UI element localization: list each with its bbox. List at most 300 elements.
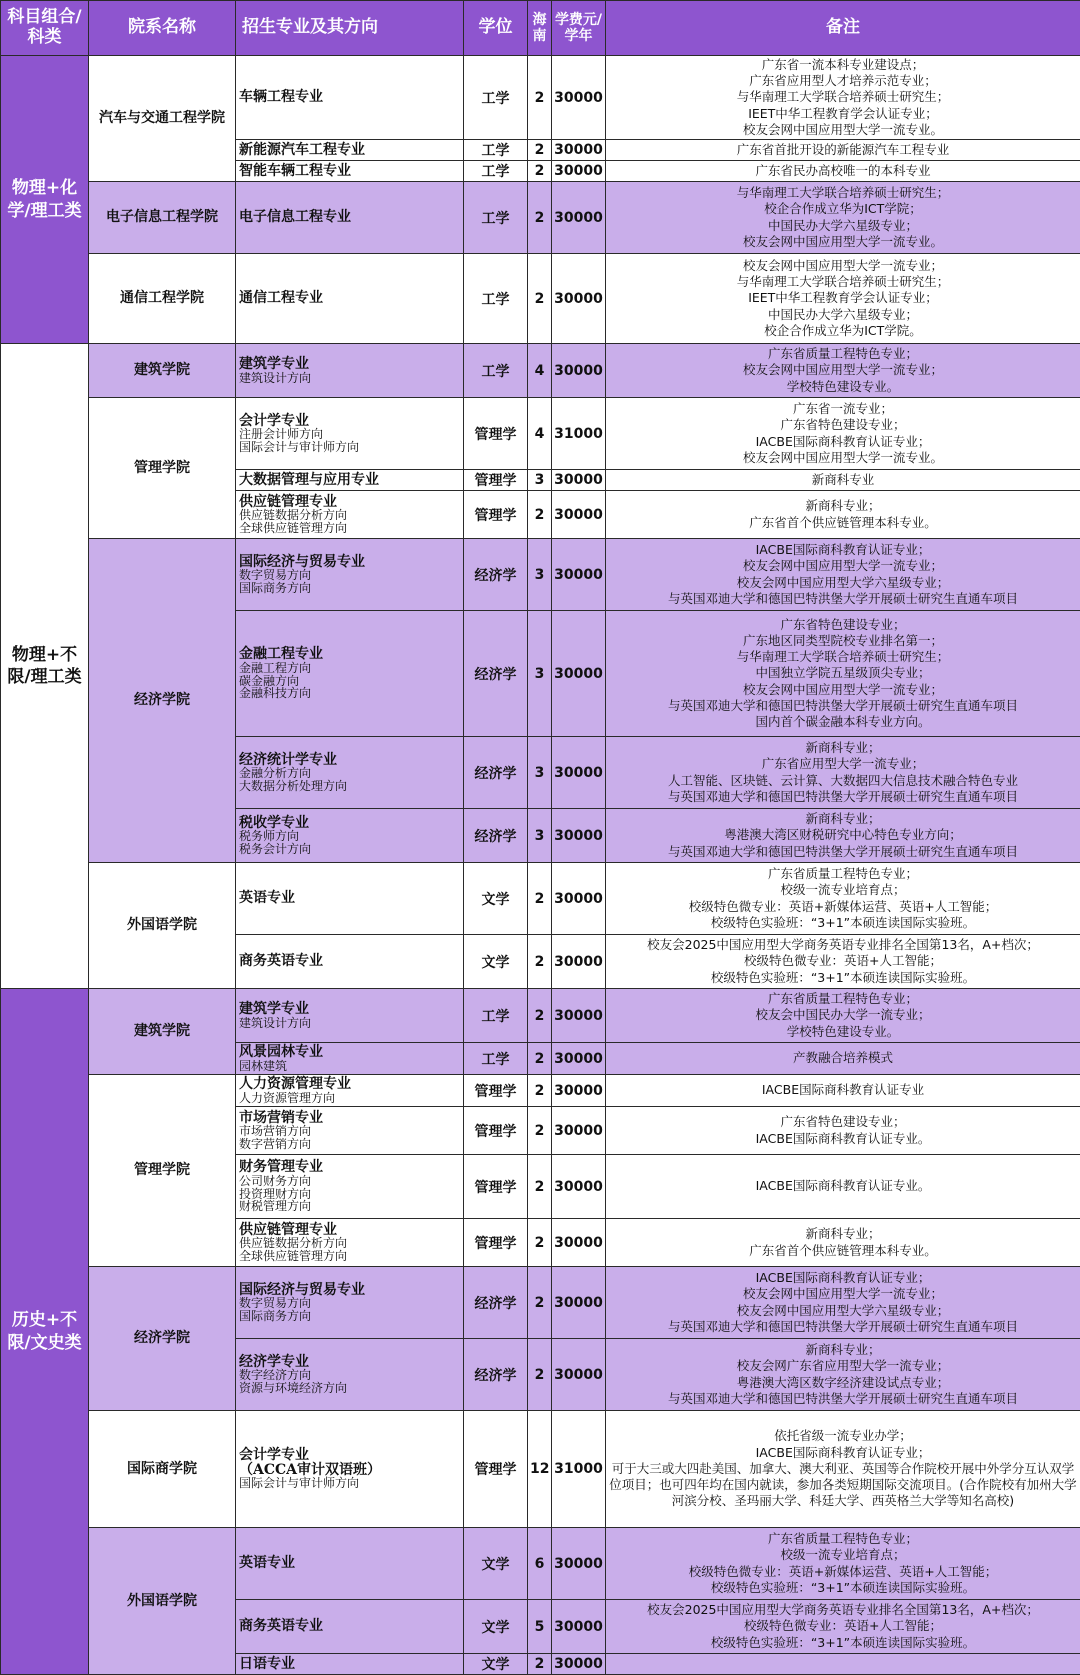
major-name: 经济学专业 (239, 1355, 461, 1370)
tuition-fee: 30000 (552, 1600, 606, 1654)
note-line: 新商科专业； (608, 811, 1078, 827)
tuition-fee: 31000 (552, 1411, 606, 1528)
note-line: 校友会网中国应用型大学一流专业； (608, 1286, 1078, 1302)
major-name: 智能车辆工程专业 (239, 164, 461, 179)
major-cell (236, 491, 464, 539)
hainan-quota: 2 (528, 1267, 552, 1339)
note-line: 广东省特色建设专业； (608, 1114, 1078, 1130)
category-hist-any: 历史+不限/文史类 (1, 989, 89, 1675)
major-cell (236, 989, 464, 1043)
tuition-fee: 30000 (552, 140, 606, 161)
tuition-fee: 30000 (552, 935, 606, 989)
note-line: 可于大三或大四赴美国、加拿大、澳大利亚、英国等合作院校开展中外学分互认双学位项目；也可四年均在国内就读，参加各类短期国际交流项目。(合作院校有加州大学河滨分校、圣玛丽大学、科廷大学、西英格兰大学等知名高校) (608, 1461, 1078, 1510)
note-line: 校友会2025中国应用型大学商务英语专业排名全国第13名，A+档次； (608, 937, 1078, 953)
tuition-fee: 30000 (552, 1267, 606, 1339)
degree-cell: 管理学 (464, 1107, 528, 1155)
major-name: 英语专业 (239, 891, 461, 906)
major-direction: （ACCA审计双语班） (239, 1463, 461, 1478)
note-cell (606, 1339, 1080, 1411)
degree-cell: 管理学 (464, 491, 528, 539)
note-line: 校友会网中国应用型大学一流专业。 (608, 450, 1078, 466)
table-row (1, 863, 1080, 935)
major-cell (236, 254, 464, 344)
major-name: 商务英语专业 (239, 954, 461, 969)
major-direction: 财税管理方向 (239, 1200, 461, 1213)
note-line: 与华南理工大学联合培养硕士研究生； (608, 274, 1078, 290)
note-line: 新商科专业； (608, 1342, 1078, 1358)
major-direction: 人力资源管理方向 (239, 1092, 461, 1105)
note-line: 广东省一流本科专业建设点； (608, 57, 1078, 73)
note-line: 校友会网中国应用型大学一流专业； (608, 682, 1078, 698)
major-cell (236, 1043, 464, 1075)
major-name: 供应链管理专业 (239, 1223, 461, 1238)
major-name: 经济统计学专业 (239, 753, 461, 768)
table-row (1, 344, 1080, 398)
note-cell (606, 140, 1080, 161)
degree-cell: 经济学 (464, 611, 528, 737)
note-line: 广东省特色建设专业； (608, 417, 1078, 433)
header-major: 招生专业及其方向 (236, 1, 464, 56)
major-cell (236, 737, 464, 809)
major-direction: 数字贸易方向 (239, 1297, 461, 1310)
dept-arch2: 建筑学院 (89, 989, 236, 1075)
tuition-fee: 30000 (552, 1219, 606, 1267)
major-name: 金融工程专业 (239, 647, 461, 662)
note-line: 与华南理工大学联合培养硕士研究生； (608, 649, 1078, 665)
major-direction: 供应链数据分析方向 (239, 1237, 461, 1250)
hainan-quota: 2 (528, 182, 552, 254)
tuition-fee: 30000 (552, 182, 606, 254)
major-cell (236, 161, 464, 182)
header-row (1, 1, 1080, 56)
hainan-quota: 5 (528, 1600, 552, 1654)
major-name: 通信工程专业 (239, 291, 461, 306)
major-cell (236, 470, 464, 491)
tuition-fee: 30000 (552, 737, 606, 809)
tuition-fee: 31000 (552, 398, 606, 470)
major-direction: 税务会计方向 (239, 843, 461, 856)
note-line: 广东省特色建设专业； (608, 617, 1078, 633)
note-line: 中国独立学院五星级顶尖专业； (608, 665, 1078, 681)
note-line: 粤港澳大湾区财税研究中心特色专业方向； (608, 827, 1078, 843)
tuition-fee: 30000 (552, 1075, 606, 1107)
header-fee: 学费元/学年 (552, 1, 606, 56)
tuition-fee: 30000 (552, 1155, 606, 1219)
major-direction: 建筑设计方向 (239, 1017, 461, 1030)
hainan-quota: 2 (528, 863, 552, 935)
tuition-fee: 30000 (552, 1043, 606, 1075)
note-line: 校友会2025中国应用型大学商务英语专业排名全国第13名，A+档次； (608, 1602, 1078, 1618)
note-line: 新商科专业 (608, 472, 1078, 488)
major-direction: 投资理财方向 (239, 1188, 461, 1201)
major-cell (236, 344, 464, 398)
hainan-quota: 2 (528, 1219, 552, 1267)
hainan-quota: 12 (528, 1411, 552, 1528)
note-line: IEET中华工程教育学会认证专业； (608, 106, 1078, 122)
major-direction: 税务师方向 (239, 830, 461, 843)
degree-cell: 工学 (464, 989, 528, 1043)
note-line: 校级特色实验班：“3+1”本硕连读国际实验班。 (608, 1635, 1078, 1651)
tuition-fee: 30000 (552, 56, 606, 140)
hainan-quota: 2 (528, 56, 552, 140)
note-line: 学校特色建设专业。 (608, 379, 1078, 395)
major-name: 供应链管理专业 (239, 495, 461, 510)
degree-cell: 文学 (464, 1654, 528, 1675)
hainan-quota: 2 (528, 1075, 552, 1107)
hainan-quota: 3 (528, 809, 552, 863)
note-cell (606, 56, 1080, 140)
note-line: IEET中华工程教育学会认证专业； (608, 290, 1078, 306)
note-cell (606, 737, 1080, 809)
note-line: 校友会网中国应用型大学一流专业。 (608, 122, 1078, 138)
major-direction: 金融工程方向 (239, 662, 461, 675)
tuition-fee: 30000 (552, 1528, 606, 1600)
degree-cell: 管理学 (464, 470, 528, 491)
table-row (1, 539, 1080, 611)
note-cell (606, 1155, 1080, 1219)
note-line: 广东省一流专业； (608, 401, 1078, 417)
hainan-quota: 4 (528, 398, 552, 470)
category-phys-any: 物理+不限/理工类 (1, 344, 89, 989)
hainan-quota: 2 (528, 935, 552, 989)
major-direction: 园林建筑 (239, 1060, 461, 1073)
major-direction: 国际会计与审计师方向 (239, 441, 461, 454)
major-name: 会计学专业 (239, 414, 461, 429)
major-name: 税收学专业 (239, 816, 461, 831)
note-cell (606, 1528, 1080, 1600)
major-cell (236, 140, 464, 161)
note-line: 校企合作成立华为ICT学院； (608, 201, 1078, 217)
dept-lang2: 外国语学院 (89, 1528, 236, 1675)
note-cell (606, 1219, 1080, 1267)
dept-comm: 通信工程学院 (89, 254, 236, 344)
major-cell (236, 1267, 464, 1339)
hainan-quota: 2 (528, 140, 552, 161)
note-line: 校友会网中国应用型大学六星级专业； (608, 575, 1078, 591)
degree-cell: 管理学 (464, 398, 528, 470)
major-cell (236, 1219, 464, 1267)
note-line: 粤港澳大湾区数字经济建设试点专业； (608, 1375, 1078, 1391)
hainan-quota: 6 (528, 1528, 552, 1600)
tuition-fee: 30000 (552, 539, 606, 611)
note-line: 学校特色建设专业。 (608, 1024, 1078, 1040)
note-line: 新商科专业； (608, 740, 1078, 756)
note-line: 人工智能、区块链、云计算、大数据四大信息技术融合特色专业 (608, 773, 1078, 789)
note-line: 与英国邓迪大学和德国巴特洪堡大学开展硕士研究生直通车项目 (608, 844, 1078, 860)
note-line: IACBE国际商科教育认证专业； (608, 1270, 1078, 1286)
header-note: 备注 (606, 1, 1080, 56)
note-line: 校级特色实验班：“3+1”本硕连读国际实验班。 (608, 915, 1078, 931)
tuition-fee: 30000 (552, 254, 606, 344)
major-direction: 国际会计与审计师方向 (239, 1477, 461, 1490)
degree-cell: 工学 (464, 56, 528, 140)
degree-cell: 经济学 (464, 1267, 528, 1339)
degree-cell: 文学 (464, 863, 528, 935)
note-line: 广东省应用型大学一流专业； (608, 756, 1078, 772)
note-line: 广东省质量工程特色专业； (608, 1531, 1078, 1547)
note-line: 依托省级一流专业办学； (608, 1428, 1078, 1444)
note-line: 广东省质量工程特色专业； (608, 346, 1078, 362)
table-row (1, 1075, 1080, 1107)
note-line: 广东省质量工程特色专业； (608, 866, 1078, 882)
major-name: 风景园林专业 (239, 1045, 461, 1060)
note-line: 校级一流专业培育点； (608, 882, 1078, 898)
note-cell (606, 254, 1080, 344)
major-cell (236, 56, 464, 140)
dept-intl: 国际商学院 (89, 1411, 236, 1528)
header-hainan: 海南 (528, 1, 552, 56)
header-category: 科目组合/科类 (1, 1, 89, 56)
note-line: 校级一流专业培育点； (608, 1547, 1078, 1563)
major-direction: 大数据分析处理方向 (239, 780, 461, 793)
note-line: 与华南理工大学联合培养硕士研究生； (608, 89, 1078, 105)
major-direction: 金融分析方向 (239, 767, 461, 780)
hainan-quota: 2 (528, 1155, 552, 1219)
degree-cell: 工学 (464, 344, 528, 398)
table-row (1, 1267, 1080, 1339)
note-line: 与英国邓迪大学和德国巴特洪堡大学开展硕士研究生直通车项目 (608, 591, 1078, 607)
note-line: 产教融合培养模式 (608, 1050, 1078, 1066)
dept-auto: 汽车与交通工程学院 (89, 56, 236, 182)
degree-cell: 管理学 (464, 1219, 528, 1267)
major-cell (236, 1155, 464, 1219)
note-line: 校友会网中国应用型大学一流专业； (608, 362, 1078, 378)
tuition-fee: 30000 (552, 863, 606, 935)
note-cell (606, 1600, 1080, 1654)
note-line: 与英国邓迪大学和德国巴特洪堡大学开展硕士研究生直通车项目 (608, 789, 1078, 805)
major-name: 英语专业 (239, 1556, 461, 1571)
category-phys-chem: 物理+化学/理工类 (1, 56, 89, 344)
major-direction: 国际商务方向 (239, 582, 461, 595)
major-name: 建筑学专业 (239, 357, 461, 372)
tuition-fee: 30000 (552, 989, 606, 1043)
major-name: 新能源汽车工程专业 (239, 143, 461, 158)
note-line: 校友会中国民办大学一流专业； (608, 1007, 1078, 1023)
note-line: 校友会网中国应用型大学一流专业； (608, 558, 1078, 574)
note-line: 校级特色微专业：英语+新媒体运营、英语+人工智能； (608, 1564, 1078, 1580)
major-name: 大数据管理与应用专业 (239, 473, 461, 488)
table-row (1, 254, 1080, 344)
tuition-fee: 30000 (552, 491, 606, 539)
major-name: 车辆工程专业 (239, 90, 461, 105)
major-name: 电子信息工程专业 (239, 210, 461, 225)
note-line: 广东省首个供应链管理本科专业。 (608, 1243, 1078, 1259)
note-line: IACBE国际商科教育认证专业； (608, 434, 1078, 450)
major-direction: 金融科技方向 (239, 687, 461, 700)
hainan-quota: 2 (528, 254, 552, 344)
note-line: 校级特色微专业：英语+新媒体运营、英语+人工智能； (608, 899, 1078, 915)
tuition-fee: 30000 (552, 344, 606, 398)
note-cell (606, 989, 1080, 1043)
note-line: IACBE国际商科教育认证专业； (608, 542, 1078, 558)
major-name: 商务英语专业 (239, 1619, 461, 1634)
tuition-fee: 30000 (552, 1339, 606, 1411)
major-cell (236, 935, 464, 989)
hainan-quota: 4 (528, 344, 552, 398)
hainan-quota: 2 (528, 1107, 552, 1155)
major-cell (236, 398, 464, 470)
note-line: 与英国邓迪大学和德国巴特洪堡大学开展硕士研究生直通车项目 (608, 1391, 1078, 1407)
major-direction: 公司财务方向 (239, 1175, 461, 1188)
major-cell (236, 1654, 464, 1675)
note-line: 校级特色实验班：“3+1”本硕连读国际实验班。 (608, 1580, 1078, 1596)
table-row (1, 989, 1080, 1043)
major-direction: 碳金融方向 (239, 675, 461, 688)
degree-cell: 工学 (464, 182, 528, 254)
tuition-fee: 30000 (552, 1107, 606, 1155)
major-direction: 数字营销方向 (239, 1138, 461, 1151)
hainan-quota: 3 (528, 470, 552, 491)
degree-cell: 管理学 (464, 1411, 528, 1528)
note-line: 新商科专业； (608, 1226, 1078, 1242)
dept-econ2: 经济学院 (89, 1267, 236, 1411)
hainan-quota: 3 (528, 611, 552, 737)
tuition-fee: 30000 (552, 611, 606, 737)
degree-cell: 经济学 (464, 737, 528, 809)
note-line: 与英国邓迪大学和德国巴特洪堡大学开展硕士研究生直通车项目 (608, 1319, 1078, 1335)
table-row (1, 56, 1080, 140)
note-line: 校企合作成立华为ICT学院。 (608, 323, 1078, 339)
note-line: IACBE国际商科教育认证专业。 (608, 1131, 1078, 1147)
major-direction: 市场营销方向 (239, 1125, 461, 1138)
degree-cell: 经济学 (464, 809, 528, 863)
note-line: 校友会网中国应用型大学一流专业。 (608, 234, 1078, 250)
note-cell (606, 863, 1080, 935)
note-line: IACBE国际商科教育认证专业 (608, 1082, 1078, 1098)
note-line: 广东省质量工程特色专业； (608, 991, 1078, 1007)
major-cell (236, 1528, 464, 1600)
degree-cell: 经济学 (464, 539, 528, 611)
note-cell (606, 935, 1080, 989)
tuition-fee: 30000 (552, 470, 606, 491)
major-name: 国际经济与贸易专业 (239, 555, 461, 570)
note-line: 校级特色微专业：英语+人工智能； (608, 1618, 1078, 1634)
header-department: 院系名称 (89, 1, 236, 56)
degree-cell: 经济学 (464, 1339, 528, 1411)
tuition-fee: 30000 (552, 161, 606, 182)
note-line: 国内首个碳金融本科专业方向。 (608, 714, 1078, 730)
note-line: 广东省民办高校唯一的本科专业 (608, 163, 1078, 179)
degree-cell: 工学 (464, 254, 528, 344)
note-line: 广东地区同类型院校专业排名第一； (608, 633, 1078, 649)
table-row (1, 398, 1080, 470)
major-direction: 数字贸易方向 (239, 569, 461, 582)
hainan-quota: 3 (528, 737, 552, 809)
note-cell (606, 1107, 1080, 1155)
note-line: IACBE国际商科教育认证专业。 (608, 1178, 1078, 1194)
note-cell (606, 1043, 1080, 1075)
degree-cell: 文学 (464, 1528, 528, 1600)
major-cell (236, 539, 464, 611)
hainan-quota: 3 (528, 539, 552, 611)
major-direction: 数字经济方向 (239, 1369, 461, 1382)
hainan-quota: 2 (528, 1043, 552, 1075)
hainan-quota: 2 (528, 989, 552, 1043)
note-cell (606, 470, 1080, 491)
note-cell (606, 161, 1080, 182)
major-direction: 供应链数据分析方向 (239, 509, 461, 522)
major-direction: 全球供应链管理方向 (239, 1250, 461, 1263)
note-cell (606, 809, 1080, 863)
major-cell (236, 1339, 464, 1411)
major-name: 会计学专业 (239, 1448, 461, 1463)
degree-cell: 管理学 (464, 1155, 528, 1219)
major-cell (236, 1107, 464, 1155)
major-cell (236, 611, 464, 737)
major-direction: 全球供应链管理方向 (239, 522, 461, 535)
major-cell (236, 1600, 464, 1654)
note-line: 中国民办大学六星级专业； (608, 307, 1078, 323)
note-line: 校友会网中国应用型大学六星级专业； (608, 1303, 1078, 1319)
degree-cell: 工学 (464, 140, 528, 161)
dept-mgmt1: 管理学院 (89, 398, 236, 539)
hainan-quota: 2 (528, 161, 552, 182)
note-line: 校友会网中国应用型大学一流专业； (608, 258, 1078, 274)
major-name: 日语专业 (239, 1657, 461, 1672)
major-cell (236, 182, 464, 254)
degree-cell: 文学 (464, 935, 528, 989)
dept-elec: 电子信息工程学院 (89, 182, 236, 254)
major-cell (236, 1075, 464, 1107)
note-cell (606, 1075, 1080, 1107)
hainan-quota: 2 (528, 1654, 552, 1675)
note-cell (606, 1411, 1080, 1528)
degree-cell: 工学 (464, 161, 528, 182)
note-line: 中国民办大学六星级专业； (608, 218, 1078, 234)
major-direction: 资源与环境经济方向 (239, 1382, 461, 1395)
dept-lang1: 外国语学院 (89, 863, 236, 989)
note-line: 与华南理工大学联合培养硕士研究生； (608, 185, 1078, 201)
major-name: 财务管理专业 (239, 1160, 461, 1175)
note-cell (606, 344, 1080, 398)
note-line: 校级特色微专业：英语+人工智能； (608, 953, 1078, 969)
note-line: IACBE国际商科教育认证专业； (608, 1445, 1078, 1461)
tuition-fee: 30000 (552, 1654, 606, 1675)
dept-mgmt2: 管理学院 (89, 1075, 236, 1267)
note-cell (606, 539, 1080, 611)
note-line: 新商科专业； (608, 498, 1078, 514)
major-direction: 注册会计师方向 (239, 428, 461, 441)
note-cell (606, 1267, 1080, 1339)
hainan-quota: 2 (528, 1339, 552, 1411)
major-direction: 建筑设计方向 (239, 372, 461, 385)
note-line: 广东省应用型人才培养示范专业； (608, 73, 1078, 89)
note-cell (606, 182, 1080, 254)
degree-cell: 管理学 (464, 1075, 528, 1107)
table-row (1, 1411, 1080, 1528)
note-cell (606, 611, 1080, 737)
note-cell (606, 398, 1080, 470)
note-line: 广东省首个供应链管理本科专业。 (608, 515, 1078, 531)
note-cell (606, 1654, 1080, 1675)
major-name: 国际经济与贸易专业 (239, 1283, 461, 1298)
header-degree: 学位 (464, 1, 528, 56)
note-line: 与英国邓迪大学和德国巴特洪堡大学开展硕士研究生直通车项目 (608, 698, 1078, 714)
major-direction: 国际商务方向 (239, 1310, 461, 1323)
major-name: 人力资源管理专业 (239, 1077, 461, 1092)
major-cell (236, 1411, 464, 1528)
major-name: 建筑学专业 (239, 1002, 461, 1017)
degree-cell: 文学 (464, 1600, 528, 1654)
table-row (1, 1528, 1080, 1600)
major-cell (236, 863, 464, 935)
note-line: 校友会网广东省应用型大学一流专业； (608, 1358, 1078, 1374)
dept-arch1: 建筑学院 (89, 344, 236, 398)
note-line: 校级特色实验班：“3+1”本硕连读国际实验班。 (608, 970, 1078, 986)
hainan-quota: 2 (528, 491, 552, 539)
note-line: 广东省首批开设的新能源汽车工程专业 (608, 142, 1078, 158)
table-row (1, 182, 1080, 254)
